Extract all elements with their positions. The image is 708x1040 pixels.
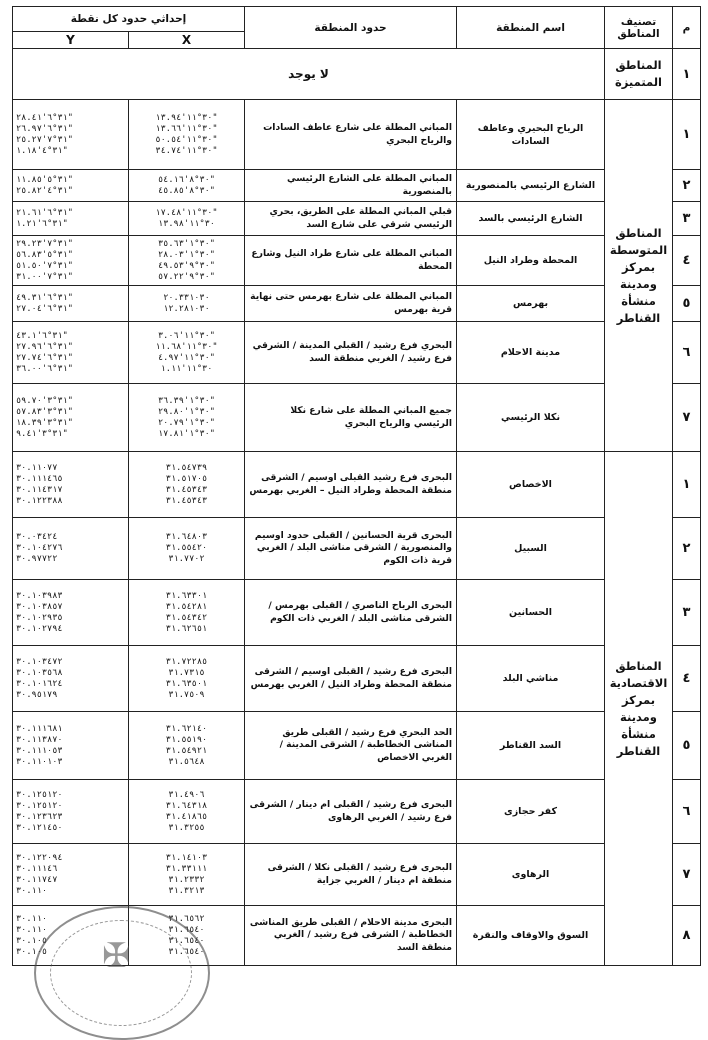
area-boundaries: البحرى مدينة الاحلام / القبلى طريق المناشى الخطاطبة / الشرقى فرع رشيد / الغربي منطقة السد xyxy=(245,906,457,966)
area-boundaries: المباني المطلة على شارع عاطف السادات والرياح البحري xyxy=(245,100,457,170)
y-coord-value: ٣١°٧'٣١.٠٠" xyxy=(16,271,73,282)
x-coord-value: ٣١.٦٤٣١٨ xyxy=(165,800,208,811)
x-coord-value: ٣٠°١١'٤.٩٧" xyxy=(158,352,215,363)
x-coord-value: ٣١.٧٢٢٨٥ xyxy=(165,656,208,667)
area-name: نكلا الرئيسي xyxy=(457,384,605,452)
header-area-name: اسم المنطقة xyxy=(457,7,605,49)
y-coord-value: ٣٠.١٢٣٦٢٣ xyxy=(16,811,63,822)
row-serial: ٢ xyxy=(673,170,701,202)
area-name: السد القناطر xyxy=(457,712,605,780)
area-name: السبيل xyxy=(457,518,605,580)
y-coord-value: ٣١°٥'١١.٨٥" xyxy=(16,174,73,185)
row-serial: ١ xyxy=(673,100,701,170)
y-coord-value: ٣١°٣'٥٩.٧٠" xyxy=(16,395,73,406)
header-x: X xyxy=(129,32,245,49)
row-serial: ١ xyxy=(673,49,701,100)
table-row xyxy=(13,844,701,906)
y-coord-value: ٣٠.١٠٥ xyxy=(16,935,48,946)
y-coord-value: ٣١°٦'١.٢١" xyxy=(16,218,68,229)
area-boundaries: المباني المطلة على الشارع الرئيسي بالمنصورية xyxy=(245,170,457,202)
row-serial: ٥ xyxy=(673,712,701,780)
row-serial: ٨ xyxy=(673,906,701,966)
row-serial: ٧ xyxy=(673,844,701,906)
y-coord-value: ٣٠.١١٠ xyxy=(16,913,48,924)
area-name: الحسانين xyxy=(457,580,605,646)
area-boundaries: البحرى فرع رشيد / القبلى ام دينار / الشرقى فرع رشيد / الغربي الرهاوى xyxy=(245,780,457,844)
area-name: الشارع الرئيسي بالمنصورية xyxy=(457,170,605,202)
y-coords xyxy=(13,170,129,202)
table-row xyxy=(13,170,701,202)
y-coords xyxy=(13,844,129,906)
table-row xyxy=(13,384,701,452)
x-coord-value: ٢٠.٣٣١٠٣٠ xyxy=(163,292,210,303)
y-coords xyxy=(13,780,129,844)
table-row xyxy=(13,322,701,384)
x-coord-value: ٣١.٥٤٧٣٩ xyxy=(165,462,208,473)
table-row xyxy=(13,452,701,518)
y-coord-value: ٣١°٧'٢٥.٢٧" xyxy=(16,134,73,145)
eagle-seal-icon: ✠ xyxy=(102,936,131,976)
area-boundaries: البحرى قرية الحسانين / القبلى حدود اوسيم والمنصورية / الشرقى مناشى البلد / الغربي قرية ذات الكوم xyxy=(245,518,457,580)
y-coord-value: ٣٠.١١١٤٦٥ xyxy=(16,473,63,484)
economic-classification: المناطق الاقتصادية بمركز ومدينة منشأة القناطر xyxy=(605,452,673,966)
header-coords: إحداثي حدود كل نقطة xyxy=(13,7,245,32)
y-coord-value: ٣٠.١١٣٨٧٠ xyxy=(16,734,63,745)
x-coord-value: ٣١.٤٥٣٤٣ xyxy=(165,484,208,495)
x-coord-value: ٣١.٦٣٥٠١ xyxy=(165,678,208,689)
x-coord-value: ٣١.٦٥٤٠ xyxy=(168,935,205,946)
x-coord-value: ١٢.٢٨١٠٣٠ xyxy=(163,303,210,314)
x-coord-value: ٣١.٤٩٠٦ xyxy=(168,789,205,800)
x-coord-value: ٣٠°١'٢٩.٨٠" xyxy=(158,406,215,417)
x-coord-value: ٣٠°١١'١٣.٩٨ xyxy=(158,218,215,229)
x-coord-value: ٣٠°١١'٣٤.٧٤" xyxy=(155,145,218,156)
table-row xyxy=(13,202,701,236)
y-coord-value: ٣٠.١٠٣٩٨٣ xyxy=(16,590,63,601)
x-coord-value: ٣٠°١'٢٨.٠٣" xyxy=(158,249,215,260)
header-boundaries: حدود المنطقة xyxy=(245,7,457,49)
row-serial: ٧ xyxy=(673,384,701,452)
table-row xyxy=(13,780,701,844)
header-row xyxy=(13,7,701,32)
x-coords xyxy=(129,646,245,712)
y-coord-value: ٣٠.١١١٤٦ xyxy=(16,863,58,874)
x-coord-value: ٣١.١٤١٠٣ xyxy=(165,852,208,863)
area-name: الرهاوى xyxy=(457,844,605,906)
area-boundaries: البحري فرع رشيد / القبلي المدينة / الشرقي فرع رشيد / الغربي منطقة السد xyxy=(245,322,457,384)
x-coords xyxy=(129,780,245,844)
y-coord-value: ٣٠.١١١٦٨١ xyxy=(16,723,63,734)
area-boundaries: البحرى فرع رشيد القبلى اوسيم / الشرقى منطقة المحطة وطراد النيل – الغربي بهرمس xyxy=(245,452,457,518)
area-boundaries: الحد البحري فرع رشيد / القبلى طريق المناشى الخطاطبة / الشرقى المدينة / الغربي الاخصاص xyxy=(245,712,457,780)
x-coord-value: ٣١.٢٣٣٢ xyxy=(168,874,205,885)
x-coords xyxy=(129,580,245,646)
x-coord-value: ٣١.٣٣١١١ xyxy=(165,863,208,874)
area-name: مناشي البلد xyxy=(457,646,605,712)
x-coord-value: ٣١.٦٣٣٠١ xyxy=(165,590,208,601)
y-coord-value: ٣٠.١١١٠٥٣ xyxy=(16,745,63,756)
x-coord-value: ٣١.٧٧٠٢ xyxy=(168,554,205,564)
row-serial: ٦ xyxy=(673,322,701,384)
official-stamp xyxy=(34,906,210,1040)
area-boundaries: المباني المطلة على شارع بهرمس حتى نهاية قرية بهرمس xyxy=(245,286,457,322)
x-coord-value: ٣٠°٨'٥٤.١٦" xyxy=(158,174,215,185)
y-coord-value: ٣١°٤'٢٥.٨٢" xyxy=(16,185,73,196)
area-boundaries: البحرى فرع رشيد / القبلى نكلا / الشرقى منطقة ام دينار / الغربي جزاية xyxy=(245,844,457,906)
y-coord-value: ٣٠.١١٧٤٧ xyxy=(16,874,58,885)
x-coord-value: ٣١.٤١٨٦٥ xyxy=(165,811,208,822)
x-coords xyxy=(129,202,245,236)
y-coords xyxy=(13,100,129,170)
area-name: السوق والاوقاف والنقرة xyxy=(457,906,605,966)
x-coord-value: ٣٠°١١'٥٠.٥٤" xyxy=(155,134,218,145)
x-coords xyxy=(129,384,245,452)
y-coord-value: ٣٠.١٠٥ xyxy=(16,946,48,957)
y-coords xyxy=(13,236,129,286)
row-serial: ١ xyxy=(673,452,701,518)
y-coord-value: ٣٠.١٠٣٨٥٧ xyxy=(16,601,63,612)
x-coord-value: ٣٠°١١'١٧.٤٨" xyxy=(155,207,218,218)
y-coords xyxy=(13,580,129,646)
x-coord-value: ٣٠°٩'٤٩.٥٣" xyxy=(158,260,215,271)
x-coord-value: ٣١.٥٤٣٤٢ xyxy=(165,612,208,623)
y-coord-value: ٣١°٧'٢٩.٢٣" xyxy=(16,238,73,249)
area-boundaries: البحرى الرياح الناصري / القبلى بهرمس / الشرقى مناشى البلد / الغربي ذات الكوم xyxy=(245,580,457,646)
y-coord-value: ٣١°٦'٣٦.٠٠" xyxy=(16,363,73,374)
y-coord-value: ٣١°٦'٤٣.١" xyxy=(16,330,68,341)
y-coord-value: ٣٠.٠٣٤٢٤ xyxy=(16,532,58,542)
x-coord-value: ٣٠°١'٣٦.٣٩" xyxy=(158,395,215,406)
y-coords xyxy=(13,322,129,384)
y-coord-value: ٣٠.١٠٢٧٩٤ xyxy=(16,623,63,634)
y-coord-value: ٣٠.١٠١٦٢٤ xyxy=(16,678,63,689)
y-coord-value: ٣٠.١١٤٣١٧ xyxy=(16,484,63,495)
y-coord-value: ٣١°٧'٥١.٥٠" xyxy=(16,260,73,271)
area-name: الرياح البحيري وعاطف السادات xyxy=(457,100,605,170)
table-row xyxy=(13,236,701,286)
x-coords xyxy=(129,452,245,518)
x-coords xyxy=(129,712,245,780)
header-y: Y xyxy=(13,32,129,49)
y-coord-value: ٣٠.١٠٤٢٧٦ xyxy=(16,543,63,553)
zones-table xyxy=(12,6,701,966)
x-coord-value: ٣٠°١١'١٣.٦٦" xyxy=(155,123,218,134)
y-coord-value: ٣٠.٩٧٧٢٢ xyxy=(16,554,58,564)
y-coord-value: ٣١°٦'٢٧.٧٤" xyxy=(16,352,73,363)
area-name: كفر حجازى xyxy=(457,780,605,844)
y-coord-value: ٣١°٦'٢٨.٤١" xyxy=(16,112,73,123)
y-coord-value: ٣١°٥'٥٦.٨٣" xyxy=(16,249,73,260)
x-coord-value: ٣١.٧٥٠٩ xyxy=(168,689,205,700)
y-coord-value: ٣٠.١١٠ xyxy=(16,885,48,896)
x-coords xyxy=(129,286,245,322)
x-coord-value: ٣١.٦٥٤٠ xyxy=(168,946,205,957)
y-coord-value: ٣١°٤'١.١٨" xyxy=(16,145,68,156)
medium-classification: المناطق المتوسطة بمركز ومدينة منشأة القناطر xyxy=(605,100,673,452)
area-name: المحطة وطراد النيل xyxy=(457,236,605,286)
x-coord-value: ٣١.٦٢١٤٠ xyxy=(165,723,208,734)
x-coord-value: ٣٠°١١'١.١١ xyxy=(160,363,213,374)
y-coords xyxy=(13,712,129,780)
y-coord-value: ٣١°٦'٢٦.٩٧" xyxy=(16,123,73,134)
x-coord-value: ٣١.٣٢٥٥ xyxy=(168,822,205,833)
x-coord-value: ٣٠°٨'٤٥.٨٥" xyxy=(158,185,215,196)
y-coords xyxy=(13,452,129,518)
y-coord-value: ٣٠.١٠٣٤٧٢ xyxy=(16,656,63,667)
y-coord-value: ٣١°٣'١٨.٣٩" xyxy=(16,417,73,428)
area-name: بهرمس xyxy=(457,286,605,322)
table-row xyxy=(13,518,701,580)
y-coord-value: ٣٠.١٢٢٣٨٨ xyxy=(16,495,63,506)
table-row xyxy=(13,286,701,322)
y-coord-value: ٣١°٣'٥٧.٨٣" xyxy=(16,406,73,417)
y-coord-value: ٣٠.١١٠ xyxy=(16,924,48,935)
table-row xyxy=(13,580,701,646)
y-coord-value: ٣٠.١١٠١٠٣ xyxy=(16,756,63,767)
row-serial: ٦ xyxy=(673,780,701,844)
x-coord-value: ٣٠°١'٢٠.٧٩" xyxy=(158,417,215,428)
x-coord-value: ٣٠°١'٣٥.٦٣" xyxy=(158,238,215,249)
area-name: مدينة الاحلام xyxy=(457,322,605,384)
table-row xyxy=(13,712,701,780)
x-coord-value: ٣٠°١'١٧.٨١" xyxy=(158,428,215,439)
y-coord-value: ٣١°٦'٢٧.٠٤" xyxy=(16,303,73,314)
row-serial: ٣ xyxy=(673,580,701,646)
x-coord-value: ٣٠°١١'١٣.٩٤" xyxy=(155,112,218,123)
y-coord-value: ٣٠.١٢٥١٢٠ xyxy=(16,789,63,800)
table-row xyxy=(13,646,701,712)
y-coord-value: ٣٠.١٠٢٩٣٥ xyxy=(16,612,63,623)
x-coord-value: ٣١.٤٥٣٤٣ xyxy=(165,495,208,506)
table-row xyxy=(13,100,701,170)
row-serial: ٤ xyxy=(673,236,701,286)
x-coord-value: ٣١.٥١٧٠٥ xyxy=(165,473,208,484)
x-coord-value: ٣١.٥٥١٩٠ xyxy=(165,734,208,745)
x-coord-value: ٣١.٦٥٤٠ xyxy=(168,924,205,935)
y-coord-value: ٣٠.١٢١٤٥٠ xyxy=(16,822,63,833)
y-coords xyxy=(13,384,129,452)
y-coords xyxy=(13,646,129,712)
y-coord-value: ٣٠.١١٠٧٧ xyxy=(16,462,58,473)
header-serial: م xyxy=(673,7,701,49)
x-coord-value: ٣١.٦٢٦٥١ xyxy=(165,623,208,634)
y-coords xyxy=(13,202,129,236)
x-coord-value: ٣١.٥٦٤٨ xyxy=(168,756,205,767)
header-classification: تصنيف المناطق xyxy=(605,7,673,49)
y-coord-value: ٣١°٦'٤٩.٣١" xyxy=(16,292,73,303)
area-name: الشارع الرئيسي بالسد xyxy=(457,202,605,236)
y-coords xyxy=(13,518,129,580)
x-coord-value: ٣٠°١١'١١.٦٨" xyxy=(155,341,218,352)
x-coords xyxy=(129,236,245,286)
distinguished-none-text: لا يوجد xyxy=(13,49,605,100)
y-coord-value: ٣٠.١٠٣٥٦٨ xyxy=(16,667,63,678)
area-boundaries: المباني المطلة على شارع طراد النيل وشارع المحطة xyxy=(245,236,457,286)
x-coords xyxy=(129,518,245,580)
x-coord-value: ٣١.٦٤٨٠٣ xyxy=(165,532,208,542)
area-boundaries: البحرى فرع رشيد / القبلى اوسيم / الشرقى منطقة المحطة وطراد النيل / الغربي بهرمس xyxy=(245,646,457,712)
x-coords xyxy=(129,322,245,384)
x-coords xyxy=(129,100,245,170)
y-coord-value: ٣٠.٩٥١٧٩ xyxy=(16,689,58,700)
y-coord-value: ٣١°٣'٩.٤١" xyxy=(16,428,68,439)
distinguished-classification: المناطق المتميزة xyxy=(605,49,673,100)
y-coord-value: ٣١°٦'٢١.٦١" xyxy=(16,207,73,218)
distinguished-row xyxy=(13,49,701,100)
y-coord-value: ٣٠.١٢٢٠٩٤ xyxy=(16,852,63,863)
y-coord-value: ٣٠.١٢٥١٢٠ xyxy=(16,800,63,811)
x-coords xyxy=(129,844,245,906)
area-boundaries: جميع المباني المطلة على شارع نكلا الرئيسي والرياح البحري xyxy=(245,384,457,452)
row-serial: ٤ xyxy=(673,646,701,712)
area-name: الاخصاص xyxy=(457,452,605,518)
x-coord-value: ٣٠°١١'٣.٠٦" xyxy=(158,330,215,341)
x-coord-value: ٣١.٣٢١٣ xyxy=(168,885,205,896)
y-coords xyxy=(13,286,129,322)
row-serial: ٢ xyxy=(673,518,701,580)
x-coord-value: ٣١.٧٣١٥ xyxy=(168,667,205,678)
area-boundaries: قبلي المباني المطلة على الطريق، بحري الرئيسي شرقي على شارع السد xyxy=(245,202,457,236)
x-coord-value: ٣١.٥٥٤٢٠ xyxy=(165,543,208,553)
x-coord-value: ٣١.٥٤٢٨١ xyxy=(165,601,208,612)
y-coord-value: ٣١°٦'٢٧.٩٦" xyxy=(16,341,73,352)
row-serial: ٥ xyxy=(673,286,701,322)
x-coord-value: ٣١.٦٥٦٢ xyxy=(168,913,205,924)
x-coord-value: ٣٠°٩'٥٧.٢٢" xyxy=(158,271,215,282)
row-serial: ٣ xyxy=(673,202,701,236)
x-coords xyxy=(129,170,245,202)
x-coord-value: ٣١.٥٤٩٢١ xyxy=(165,745,208,756)
